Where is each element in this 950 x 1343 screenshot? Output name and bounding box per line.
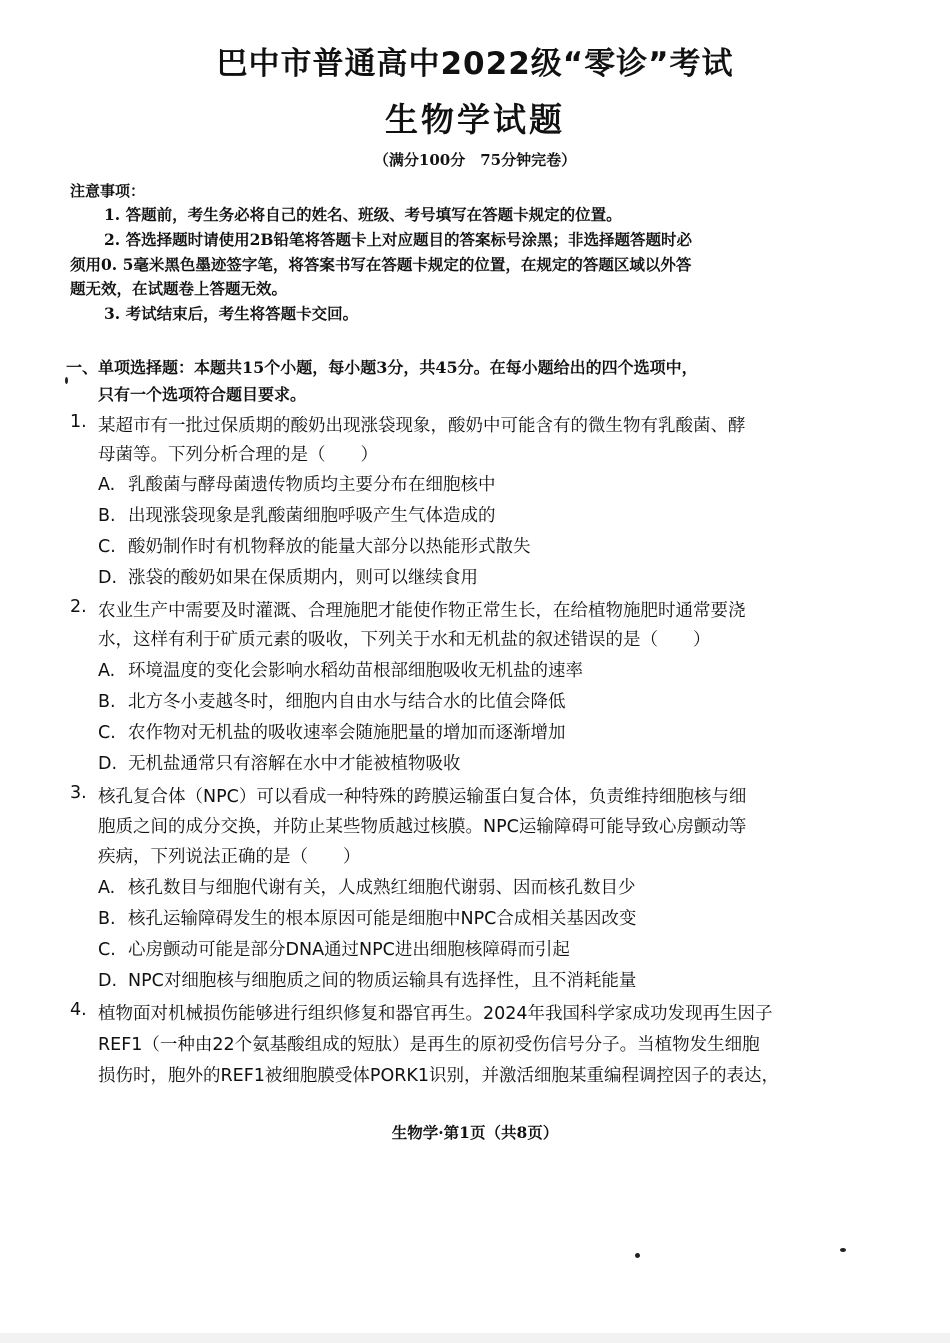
option-text: 涨袋的酸奶如果在保质期内，则可以继续食用 bbox=[128, 568, 478, 588]
question-stem: 胞质之间的成分交换，并防止某些物质越过核膜。NPC运输障碍可能导致心房颤动等 bbox=[98, 817, 747, 837]
question-number: 4. bbox=[70, 1000, 87, 1020]
option-text: 北方冬小麦越冬时，细胞内自由水与结合水的比值会降低 bbox=[128, 692, 566, 712]
question-stem: 水，这样有利于矿质元素的吸收，下列关于水和无机盐的叙述错误的是（ ） bbox=[98, 630, 711, 650]
notice-item: 3. 考试结束后，考生将答题卡交回。 bbox=[104, 304, 359, 323]
option-letter: C. bbox=[98, 940, 116, 960]
scan-speck bbox=[635, 1253, 640, 1258]
question-stem: 母菌等。下列分析合理的是（ ） bbox=[98, 445, 378, 465]
option-text: 无机盐通常只有溶解在水中才能被植物吸收 bbox=[128, 754, 461, 774]
question-number: 3. bbox=[70, 783, 87, 803]
page-footer: 生物学·第1页（共8页） bbox=[391, 1123, 559, 1142]
option-row bbox=[98, 502, 496, 527]
notice-item: 2. 答选择题时请使用2B铅笔将答题卡上对应题目的答案标号涂黑；非选择题答题时必 bbox=[104, 230, 692, 249]
notice-item: 须用0. 5毫米黑色墨迹签字笔，将答案书写在答题卡规定的位置，在规定的答题区域以外答 bbox=[70, 255, 692, 274]
section-heading-cont: 只有一个选项符合题目要求。 bbox=[98, 385, 307, 404]
question-stem: 疾病，下列说法正确的是（ ） bbox=[98, 847, 361, 867]
option-text: 环境温度的变化会影响水稻幼苗根部细胞吸收无机盐的速率 bbox=[128, 661, 583, 681]
question-stem: 农业生产中需要及时灌溉、合理施肥才能使作物正常生长，在给植物施肥时通常要浇 bbox=[98, 601, 746, 621]
option-letter: B. bbox=[98, 909, 116, 929]
option-text: NPC对细胞核与细胞质之间的物质运输具有选择性，且不消耗能量 bbox=[128, 971, 637, 991]
notice-heading: 注意事项： bbox=[70, 182, 146, 200]
notice-item: 1. 答题前，考生务必将自己的姓名、班级、考号填写在答题卡规定的位置。 bbox=[104, 205, 622, 224]
option-row bbox=[98, 750, 461, 775]
question-number: 2. bbox=[70, 597, 87, 617]
option-letter: A. bbox=[98, 661, 116, 681]
option-letter: D. bbox=[98, 754, 118, 774]
exam-title: 巴中市普通高中2022级“零诊”考试 bbox=[216, 46, 734, 82]
question-stem: 损伤时，胞外的REF1被细胞膜受体PORK1识别，并激活细胞某重编程调控因子的表达， bbox=[98, 1066, 780, 1086]
section-heading: 一、单项选择题：本题共15个小题，每小题3分，共45分。在每小题给出的四个选项中， bbox=[66, 358, 698, 377]
option-row bbox=[98, 471, 496, 496]
option-row bbox=[98, 533, 531, 558]
question-stem: 核孔复合体（NPC）可以看成一种特殊的跨膜运输蛋白复合体，负责维持细胞核与细 bbox=[98, 787, 747, 807]
option-text: 心房颤动可能是部分DNA通过NPC进出细胞核障碍而引起 bbox=[128, 940, 570, 960]
option-letter: D. bbox=[98, 971, 118, 991]
question-number: 1. bbox=[70, 412, 87, 432]
option-text: 核孔数目与细胞代谢有关，人成熟红细胞代谢弱、因而核孔数目少 bbox=[128, 878, 636, 898]
score-time-note: （满分100分 75分钟完卷） bbox=[373, 151, 577, 169]
question-stem: 植物面对机械损伤能够进行组织修复和器官再生。2024年我国科学家成功发现再生因子 bbox=[98, 1004, 773, 1024]
option-row bbox=[98, 564, 478, 589]
option-text: 核孔运输障碍发生的根本原因可能是细胞中NPC合成相关基因改变 bbox=[128, 909, 637, 929]
option-row bbox=[98, 719, 566, 744]
option-row bbox=[98, 657, 583, 682]
option-text: 农作物对无机盐的吸收速率会随施肥量的增加而逐渐增加 bbox=[128, 723, 566, 743]
option-text: 出现涨袋现象是乳酸菌细胞呼吸产生气体造成的 bbox=[128, 506, 496, 526]
option-row bbox=[98, 967, 636, 992]
option-letter: C. bbox=[98, 723, 116, 743]
option-letter: B. bbox=[98, 506, 116, 526]
scan-edge bbox=[0, 1333, 950, 1343]
option-letter: B. bbox=[98, 692, 116, 712]
question-stem: REF1（一种由22个氨基酸组成的短肽）是再生的原初受伤信号分子。当植物发生细胞 bbox=[98, 1035, 760, 1055]
option-row bbox=[98, 874, 636, 899]
option-row bbox=[98, 905, 636, 930]
scan-speck bbox=[65, 377, 68, 384]
option-letter: A. bbox=[98, 475, 116, 495]
option-text: 乳酸菌与酵母菌遗传物质均主要分布在细胞核中 bbox=[128, 475, 496, 495]
option-text: 酸奶制作时有机物释放的能量大部分以热能形式散失 bbox=[128, 537, 531, 557]
option-row bbox=[98, 936, 570, 961]
option-letter: A. bbox=[98, 878, 116, 898]
question-stem: 某超市有一批过保质期的酸奶出现涨袋现象，酸奶中可能含有的微生物有乳酸菌、酵 bbox=[98, 416, 746, 436]
notice-item: 题无效，在试题卷上答题无效。 bbox=[70, 279, 288, 298]
option-letter: D. bbox=[98, 568, 118, 588]
subject-title: 生物学试题 bbox=[385, 100, 565, 139]
option-row bbox=[98, 688, 566, 713]
option-letter: C. bbox=[98, 537, 116, 557]
scan-speck bbox=[840, 1248, 846, 1252]
